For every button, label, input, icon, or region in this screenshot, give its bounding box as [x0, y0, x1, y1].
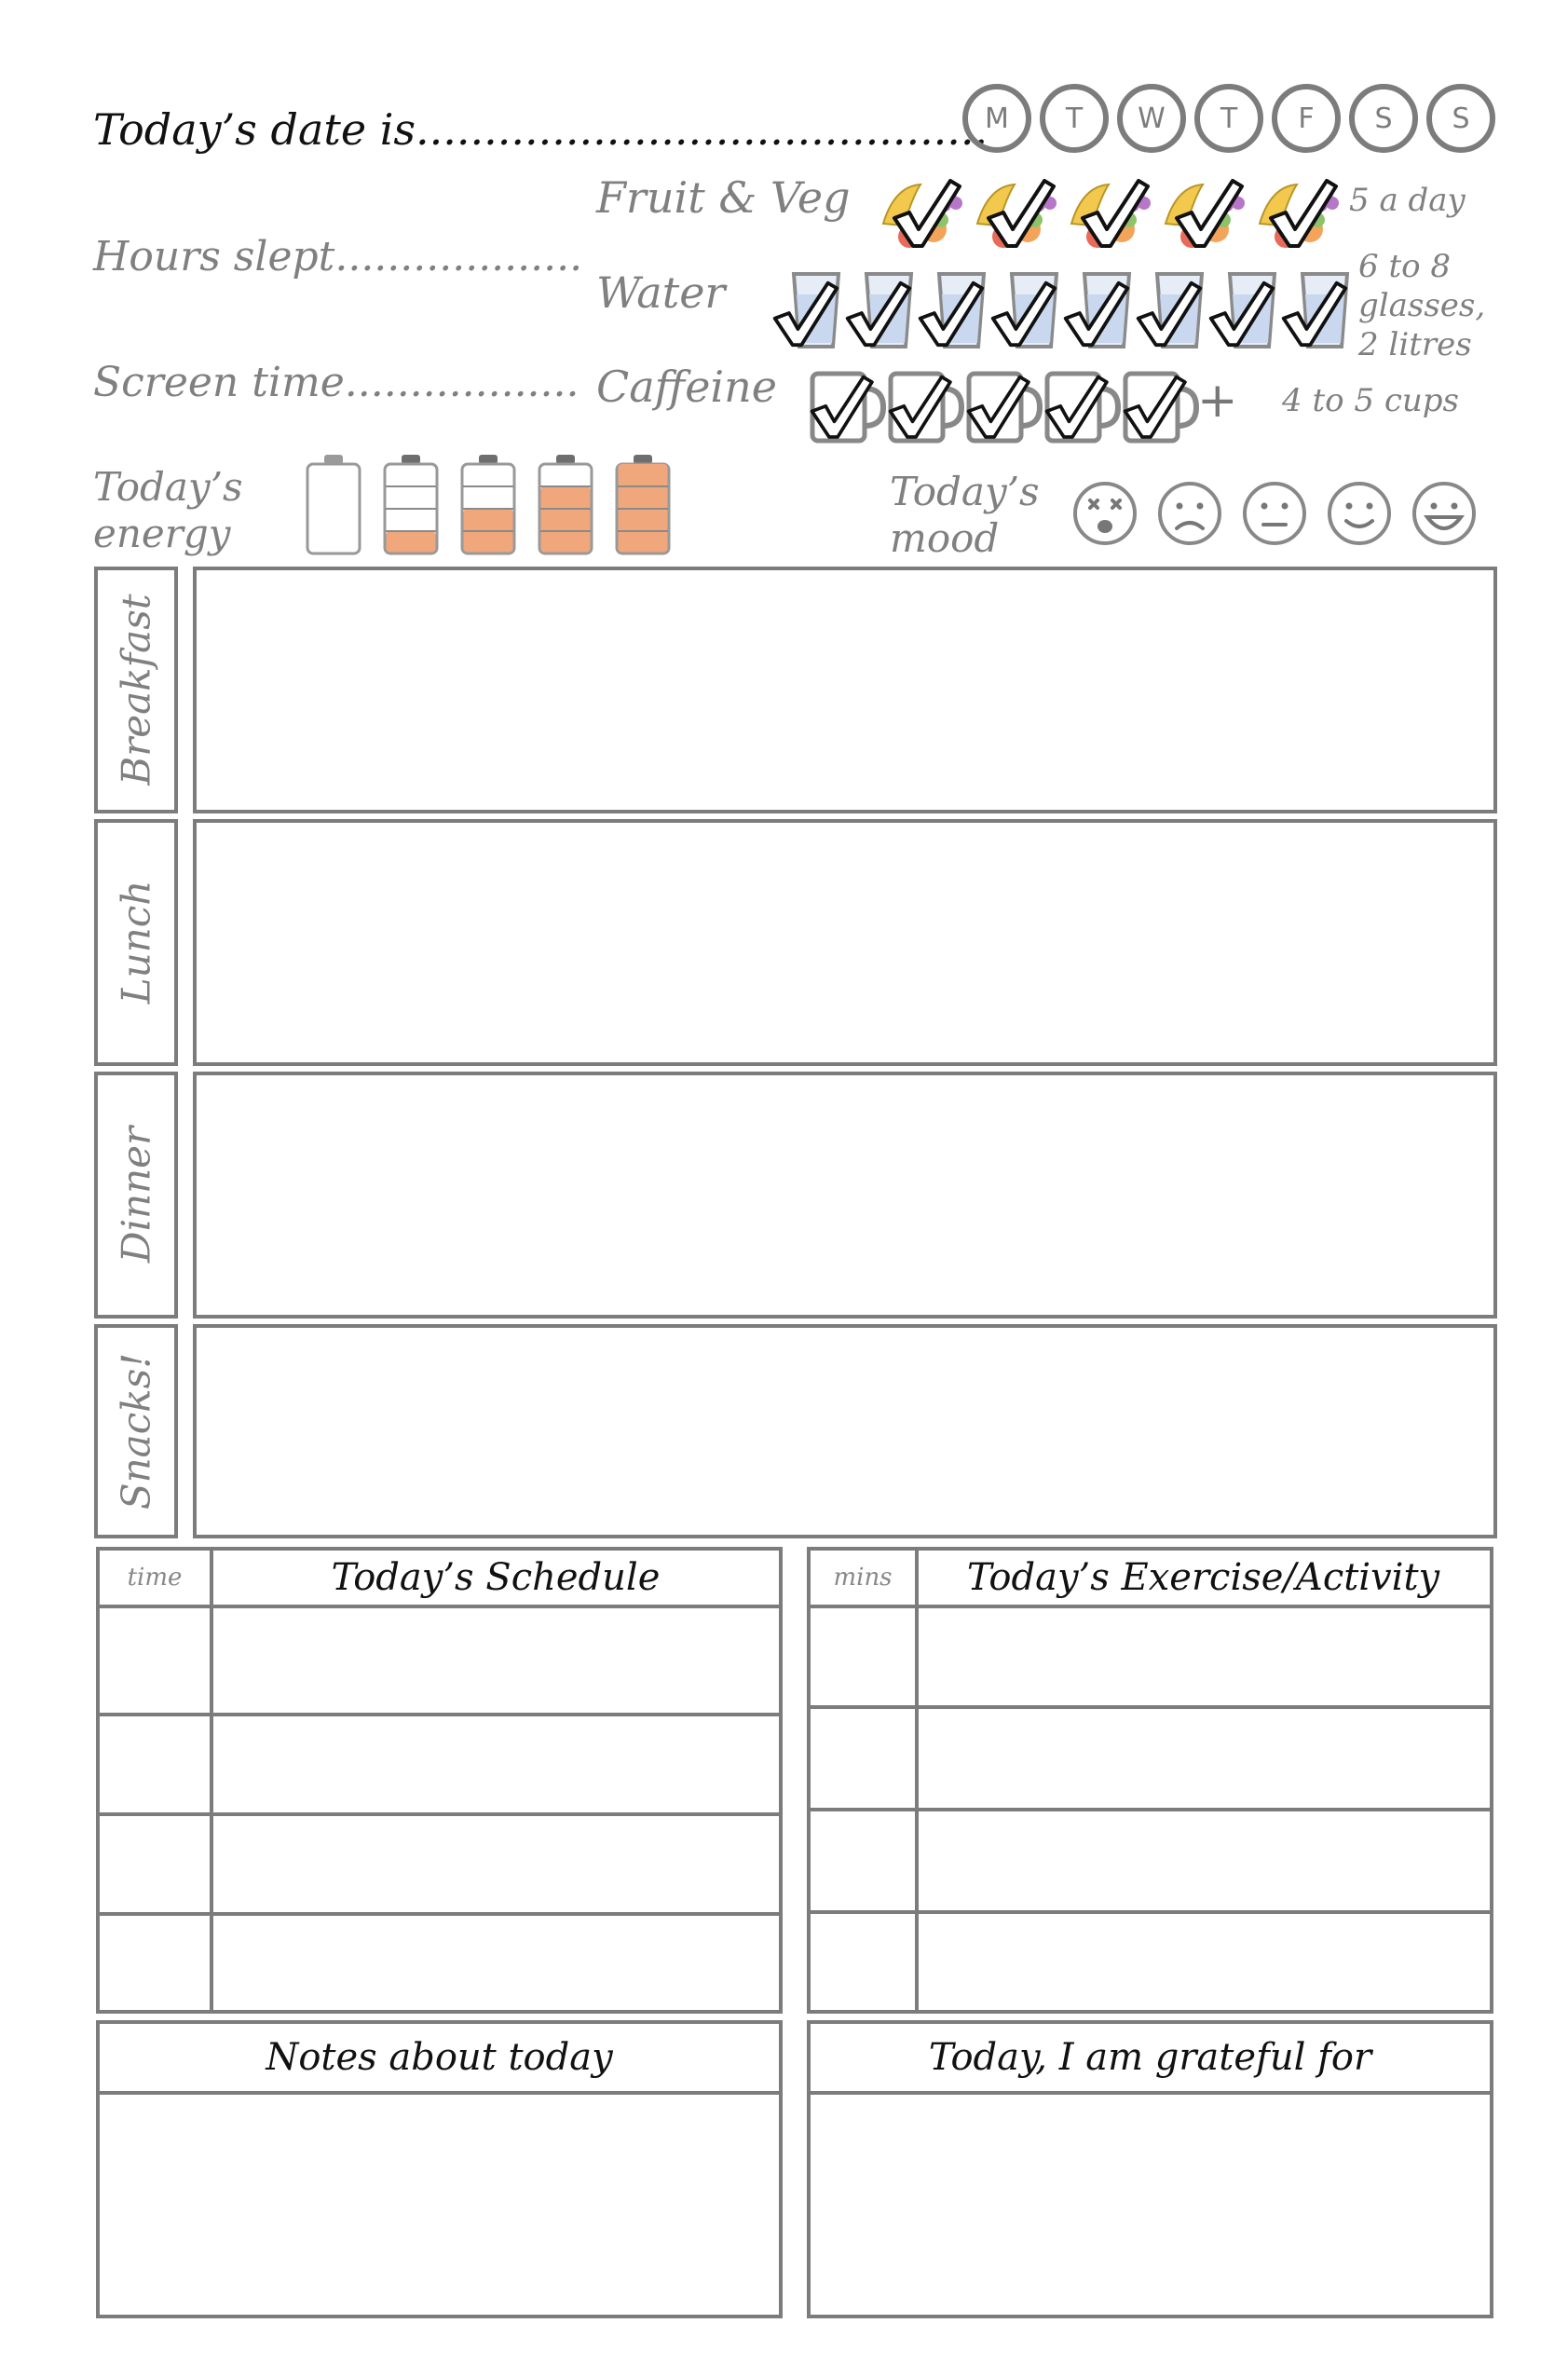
breakfast-box[interactable] [193, 567, 1497, 813]
water-glass-check-icon[interactable] [773, 270, 848, 354]
fruit-veg-note: 5 a day [1349, 182, 1466, 219]
water-glass-check-icon[interactable] [991, 270, 1066, 354]
energy-label: Today’s energy [93, 464, 243, 556]
lunch-label: Lunch [113, 880, 159, 1004]
day-tuesday[interactable]: T [1040, 84, 1109, 153]
mood-label: Today’s mood [890, 469, 1040, 561]
mood-faces [1071, 480, 1491, 554]
energy-batteries [304, 453, 676, 560]
fruit-veg-check-icon[interactable] [1064, 168, 1157, 256]
neutral-face-icon[interactable] [1241, 480, 1308, 547]
water-glass-check-icon[interactable] [1209, 270, 1284, 354]
day-monday[interactable]: M [962, 84, 1031, 153]
snacks-label: Snacks! [113, 1352, 159, 1510]
happy-face-icon[interactable] [1411, 480, 1478, 547]
schedule-row[interactable] [213, 1916, 779, 2010]
mug-check-icon[interactable] [1042, 368, 1120, 446]
fruit-veg-check-icon[interactable] [1252, 168, 1345, 256]
screen-time-label: Screen time.................. [93, 359, 579, 406]
battery-icon[interactable] [304, 453, 363, 557]
day-thursday[interactable]: T [1194, 84, 1263, 153]
date-label: Today’s date is.......................................... [93, 104, 989, 155]
exercise-mins-header: mins [833, 1564, 893, 1592]
caffeine-label: Caffeine [596, 362, 777, 412]
water-label: Water [596, 267, 726, 318]
lunch-box[interactable] [193, 819, 1497, 1066]
exercise-row[interactable] [919, 1608, 1490, 1705]
dizzy-face-icon[interactable] [1071, 480, 1139, 547]
exercise-title: Today’s Exercise/Activity [966, 1556, 1440, 1599]
schedule-time-header: time [127, 1564, 183, 1592]
dinner-box[interactable] [193, 1072, 1497, 1319]
battery-icon[interactable] [536, 453, 595, 557]
mug-check-icon[interactable] [807, 368, 885, 446]
caffeine-note: 4 to 5 cups [1282, 382, 1459, 419]
fruit-icons [876, 168, 1342, 252]
grateful-title: Today, I am grateful for [928, 2036, 1372, 2079]
mug-check-icon[interactable] [1120, 368, 1198, 446]
smile-face-icon[interactable] [1326, 480, 1393, 547]
schedule-row[interactable] [213, 1816, 779, 1912]
water-glass-check-icon[interactable] [846, 270, 920, 354]
day-friday[interactable]: F [1272, 84, 1341, 153]
water-glass-check-icon[interactable] [919, 270, 993, 354]
water-glass-check-icon[interactable] [1282, 270, 1357, 354]
schedule-row[interactable] [213, 1716, 779, 1812]
mug-check-icon[interactable] [963, 368, 1042, 446]
mug-check-icon[interactable] [885, 368, 963, 446]
fruit-veg-check-icon[interactable] [876, 168, 969, 256]
notes-title: Notes about today [266, 2036, 613, 2079]
schedule-title: Today’s Schedule [331, 1556, 661, 1599]
water-icons [773, 270, 1351, 354]
battery-icon[interactable] [458, 453, 518, 557]
exercise-row[interactable] [919, 1914, 1490, 2010]
water-glass-check-icon[interactable] [1137, 270, 1211, 354]
snacks-box[interactable] [193, 1324, 1497, 1538]
exercise-row[interactable] [919, 1709, 1490, 1808]
day-saturday[interactable]: S [1349, 84, 1418, 153]
fruit-veg-check-icon[interactable] [970, 168, 1063, 256]
water-glass-check-icon[interactable] [1064, 270, 1139, 354]
battery-icon[interactable] [613, 453, 673, 557]
caffeine-icons [807, 368, 1207, 452]
dinner-label: Dinner [113, 1126, 159, 1264]
fruit-veg-label: Fruit & Veg [596, 172, 851, 223]
hours-slept-label: Hours slept................... [93, 233, 583, 280]
water-note: 6 to 8 glasses, 2 litres [1358, 248, 1486, 363]
fruit-veg-check-icon[interactable] [1158, 168, 1251, 256]
battery-icon[interactable] [381, 453, 441, 557]
exercise-row[interactable] [919, 1811, 1490, 1910]
sad-face-icon[interactable] [1156, 480, 1223, 547]
schedule-row[interactable] [213, 1608, 779, 1713]
day-sunday[interactable]: S [1426, 84, 1495, 153]
caffeine-plus: + [1197, 373, 1238, 429]
breakfast-label: Breakfast [113, 594, 159, 786]
day-wednesday[interactable]: W [1117, 84, 1186, 153]
